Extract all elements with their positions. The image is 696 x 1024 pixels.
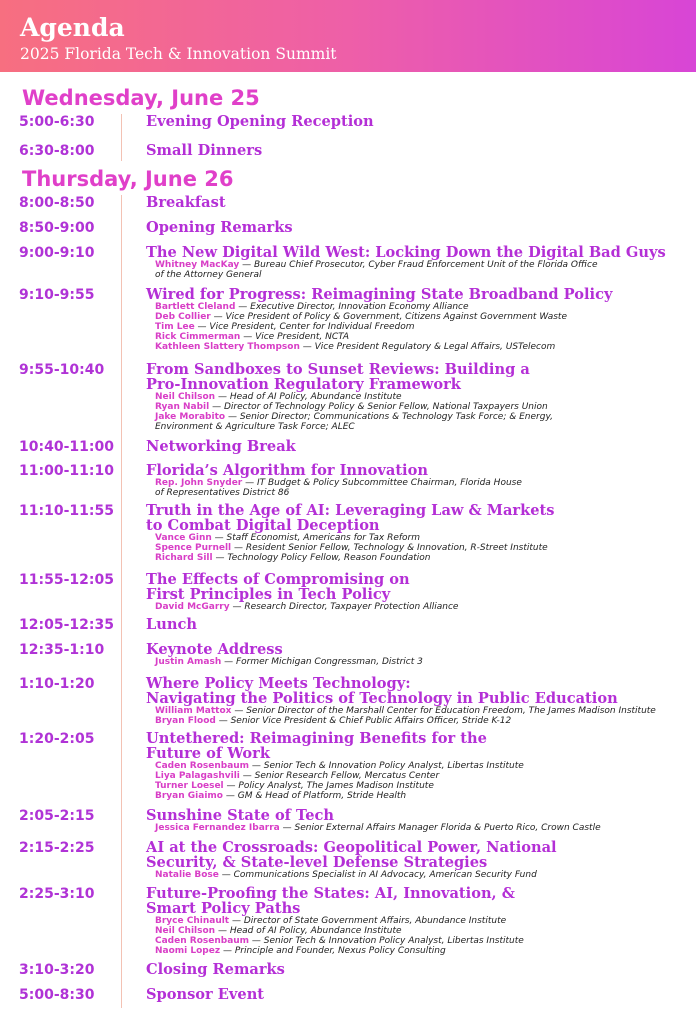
session-time: 11:00-11:10 — [19, 463, 114, 479]
speaker-line — [155, 771, 686, 781]
session-time: 11:10-11:55 — [19, 503, 114, 519]
speaker-name: Neil Chilson — [155, 392, 216, 402]
speaker-line — [155, 312, 686, 322]
speaker-role: Senior Research Fellow, Mercatus Center — [254, 771, 440, 781]
session-block — [146, 503, 686, 563]
session-title-line: The New Digital Wild West: Locking Down the Digital Bad Guys — [146, 244, 666, 261]
speaker-line — [155, 543, 686, 553]
speaker-name: Kathleen Slattery Thompson — [155, 342, 300, 352]
session-time: 12:05-12:35 — [19, 617, 114, 633]
speaker-role: Executive Director, Innovation Economy Alliance — [250, 302, 469, 312]
session-title-line: First Principles in Tech Policy — [146, 586, 391, 603]
speaker-dash: — — [221, 657, 236, 667]
session-time: 5:00-8:30 — [19, 987, 95, 1003]
time-divider-line — [121, 195, 122, 1008]
speaker-line — [155, 936, 686, 946]
session-block — [146, 195, 686, 210]
speaker-line — [155, 761, 686, 771]
speaker-role: Bureau Chief Prosecutor, Cyber Fraud Enforcement Unit of the Florida Office — [253, 260, 598, 270]
speaker-name: Natalie Bose — [155, 870, 219, 880]
session-title-line: to Combat Digital Deception — [146, 517, 380, 534]
speaker-line — [155, 926, 686, 936]
session-block — [146, 617, 686, 632]
speaker-dash: — — [211, 533, 227, 543]
speaker-name: Spence Purnell — [155, 543, 232, 553]
session-title-line: Pro-Innovation Regulatory Framework — [146, 376, 461, 393]
speaker-role: Head of AI Policy, Abundance Institute — [229, 392, 402, 402]
session-block — [146, 245, 686, 280]
speaker-dash: — — [215, 392, 230, 402]
session-title-line: Evening Opening Reception — [146, 113, 374, 130]
session-title-line: Keynote Address — [146, 641, 283, 658]
speaker-role: Director of State Government Affairs, Abundance Institute — [243, 916, 507, 926]
speaker-name: Neil Chilson — [155, 926, 216, 936]
speaker-role: Head of AI Policy, Abundance Institute — [229, 926, 402, 936]
session-time: 9:10-9:55 — [19, 287, 95, 303]
speaker-dash: — — [229, 916, 244, 926]
session-block — [146, 731, 686, 801]
speaker-line — [155, 916, 686, 926]
session-title-line: Wired for Progress: Reimagining State Broadband Policy — [146, 286, 613, 303]
session-block — [146, 220, 686, 235]
session-time: 5:00-6:30 — [19, 114, 95, 130]
session-time: 9:55-10:40 — [19, 362, 105, 378]
session-time: 1:10-1:20 — [19, 676, 95, 692]
session-title-line: Sponsor Event — [146, 986, 265, 1003]
speaker-role: Staff Economist, Americans for Tax Reform — [226, 533, 421, 543]
speaker-role: GM & Head of Platform, Stride Health — [237, 791, 407, 801]
session-title-line: Opening Remarks — [146, 219, 293, 236]
session-block — [146, 114, 686, 129]
speaker-line — [155, 302, 686, 312]
speaker-name: Ryan Nabil — [155, 402, 210, 412]
speaker-line-continued — [155, 270, 686, 280]
speaker-role: Senior Tech & Innovation Policy Analyst, Libertas Institute — [263, 761, 524, 771]
speaker-dash: — — [240, 332, 256, 342]
speaker-dash: — — [242, 478, 257, 488]
speaker-dash: — — [239, 771, 255, 781]
speaker-name: Turner Loesel — [155, 781, 224, 791]
speaker-line — [155, 706, 686, 716]
speaker-line — [155, 781, 686, 791]
session-title-line: Lunch — [146, 616, 197, 633]
speaker-role: Senior External Affairs Manager Florida & Puerto Rico, Crown Castle — [294, 823, 601, 833]
speaker-dash: — — [225, 412, 240, 422]
speaker-role: Vice President of Policy & Government, Citizens Against Government Waste — [225, 312, 567, 322]
speaker-role: Communications Specialist in AI Advocacy, American Security Fund — [233, 870, 537, 880]
speaker-line — [155, 946, 686, 956]
session-title-line: Florida’s Algorithm for Innovation — [146, 462, 428, 479]
speaker-line — [155, 533, 686, 543]
session-time: 6:30-8:00 — [19, 143, 95, 159]
speaker-role: Vice President Regulatory & Legal Affairs, USTelecom — [314, 342, 556, 352]
speaker-role-continued: Environment & Agriculture Task Force; ALEC — [155, 422, 355, 432]
speaker-line — [155, 478, 686, 488]
speaker-role: Principle and Founder, Nexus Policy Consulting — [234, 946, 446, 956]
speaker-dash: — — [235, 302, 251, 312]
speaker-role: Resident Senior Fellow, Technology & Innovation, R-Street Institute — [245, 543, 548, 553]
speaker-dash: — — [239, 260, 254, 270]
speaker-name: Naomi Lopez — [155, 946, 221, 956]
speaker-line — [155, 791, 686, 801]
session-block — [146, 362, 686, 432]
speaker-role-continued: of the Attorney General — [155, 270, 262, 280]
session-title-line: Small Dinners — [146, 142, 263, 159]
speaker-role: Senior Tech & Innovation Policy Analyst, Libertas Institute — [263, 936, 524, 946]
speaker-line — [155, 392, 686, 402]
speaker-name: Tim Lee — [155, 322, 195, 332]
speaker-name: Bartlett Cleland — [155, 302, 236, 312]
speaker-name: William Mattox — [155, 706, 232, 716]
speaker-dash: — — [299, 342, 315, 352]
session-block — [146, 642, 686, 667]
session-title-line: Closing Remarks — [146, 961, 285, 978]
speaker-name: David McGarry — [155, 602, 230, 612]
session-title-line: From Sandboxes to Sunset Reviews: Building a — [146, 361, 530, 378]
speaker-dash: — — [231, 706, 247, 716]
session-title-line: Future of Work — [146, 745, 270, 762]
speaker-line — [155, 716, 686, 726]
speaker-role: Senior Vice President & Chief Public Affairs Officer, Stride K-12 — [230, 716, 512, 726]
speaker-line — [155, 342, 686, 352]
speaker-name: Rep. John Snyder — [155, 478, 243, 488]
speaker-name: Jake Morabito — [155, 412, 226, 422]
speaker-name: Justin Amash — [155, 657, 222, 667]
speaker-name: Whitney MacKay — [155, 260, 240, 270]
speaker-name: Bryan Giaimo — [155, 791, 223, 801]
session-time: 12:35-1:10 — [19, 642, 105, 658]
session-block — [146, 572, 686, 612]
speaker-line — [155, 402, 686, 412]
session-block — [146, 987, 686, 1002]
session-time: 3:10-3:20 — [19, 962, 95, 978]
session-block — [146, 287, 686, 352]
speaker-dash: — — [212, 553, 228, 563]
speaker-dash: — — [223, 781, 239, 791]
speaker-line-continued — [155, 488, 686, 498]
speaker-name: Deb Collier — [155, 312, 211, 322]
time-divider-line — [121, 114, 122, 161]
speaker-role: Senior Director; Communications & Technology Task Force; & Energy, — [239, 412, 553, 422]
speaker-line — [155, 412, 686, 422]
agenda-subtitle: 2025 Florida Tech & Innovation Summit — [20, 45, 337, 63]
session-title-line: Untethered: Reimagining Benefits for the — [146, 730, 487, 747]
session-block — [146, 886, 686, 956]
session-block — [146, 808, 686, 833]
session-title-line: Security, & State-level Defense Strategies — [146, 854, 488, 871]
session-time: 2:15-2:25 — [19, 840, 95, 856]
session-title-line: AI at the Crossroads: Geopolitical Power, National — [146, 839, 557, 856]
speaker-name: Jessica Fernandez Ibarra — [155, 823, 280, 833]
speaker-role: IT Budget & Policy Subcommittee Chairman, Florida House — [256, 478, 522, 488]
speaker-line — [155, 260, 686, 270]
speaker-line — [155, 823, 686, 833]
session-time: 10:40-11:00 — [19, 439, 114, 455]
speaker-dash: — — [249, 936, 264, 946]
speaker-dash: — — [222, 791, 238, 801]
agenda-header — [0, 0, 696, 72]
speaker-line — [155, 553, 686, 563]
speaker-role: Senior Director of the Marshall Center for Education Freedom, The James Madison Institute — [246, 706, 656, 716]
session-block — [146, 676, 686, 726]
session-time: 2:25-3:10 — [19, 886, 95, 902]
session-block — [146, 463, 686, 498]
day-heading: Wednesday, June 25 — [22, 86, 260, 110]
session-title-line: Breakfast — [146, 194, 226, 211]
speaker-dash: — — [215, 926, 230, 936]
speaker-role-continued: of Representatives District 86 — [155, 488, 290, 498]
speaker-dash: — — [279, 823, 295, 833]
session-title-line: Navigating the Politics of Technology in Public Education — [146, 690, 618, 707]
speaker-name: Caden Rosenbaum — [155, 936, 250, 946]
speaker-line — [155, 332, 686, 342]
speaker-dash: — — [209, 402, 224, 412]
session-time: 8:50-9:00 — [19, 220, 95, 236]
session-block — [146, 439, 686, 454]
speaker-name: Liya Palagashvili — [155, 771, 240, 781]
speaker-dash: — — [231, 543, 246, 553]
speaker-dash: — — [220, 946, 235, 956]
speaker-role: Vice President, NCTA — [255, 332, 349, 342]
session-block — [146, 962, 686, 977]
session-time: 2:05-2:15 — [19, 808, 95, 824]
speaker-dash: — — [229, 602, 245, 612]
session-block — [146, 840, 686, 880]
speaker-name: Richard Sill — [155, 553, 213, 563]
speaker-dash: — — [194, 322, 210, 332]
session-title-line: Where Policy Meets Technology: — [146, 675, 411, 692]
speaker-line — [155, 657, 686, 667]
speaker-line — [155, 870, 686, 880]
session-title-line: Sunshine State of Tech — [146, 807, 335, 824]
speaker-name: Bryce Chinault — [155, 916, 230, 926]
session-title-line: Networking Break — [146, 438, 296, 455]
speaker-role: Policy Analyst, The James Madison Institute — [238, 781, 434, 791]
speaker-line — [155, 602, 686, 612]
session-block — [146, 143, 686, 158]
speaker-dash: — — [249, 761, 264, 771]
speaker-role: Technology Policy Fellow, Reason Foundation — [227, 553, 431, 563]
agenda-title: Agenda — [20, 13, 125, 42]
session-title-line: Future-Proofing the States: AI, Innovation, & — [146, 885, 515, 902]
session-title-line: Truth in the Age of AI: Leveraging Law & Markets — [146, 502, 555, 519]
session-time: 8:00-8:50 — [19, 195, 95, 211]
speaker-name: Vance Ginn — [155, 533, 212, 543]
session-time: 11:55-12:05 — [19, 572, 114, 588]
speaker-name: Rick Cimmerman — [155, 332, 241, 342]
speaker-role: Research Director, Taxpayer Protection Alliance — [244, 602, 459, 612]
speaker-role: Director of Technology Policy & Senior Fellow, National Taxpayers Union — [223, 402, 548, 412]
speaker-line-continued — [155, 422, 686, 432]
speaker-role: Vice President, Center for Individual Freedom — [209, 322, 415, 332]
session-time: 9:00-9:10 — [19, 245, 95, 261]
speaker-line — [155, 322, 686, 332]
session-title-line: Smart Policy Paths — [146, 900, 301, 917]
speaker-role: Former Michigan Congressman, District 3 — [235, 657, 423, 667]
session-title-line: The Effects of Compromising on — [146, 571, 410, 588]
speaker-dash: — — [215, 716, 231, 726]
session-time: 1:20-2:05 — [19, 731, 95, 747]
speaker-dash: — — [210, 312, 226, 322]
speaker-name: Caden Rosenbaum — [155, 761, 250, 771]
speaker-name: Bryan Flood — [155, 716, 216, 726]
speaker-dash: — — [218, 870, 234, 880]
day-heading: Thursday, June 26 — [22, 167, 234, 191]
